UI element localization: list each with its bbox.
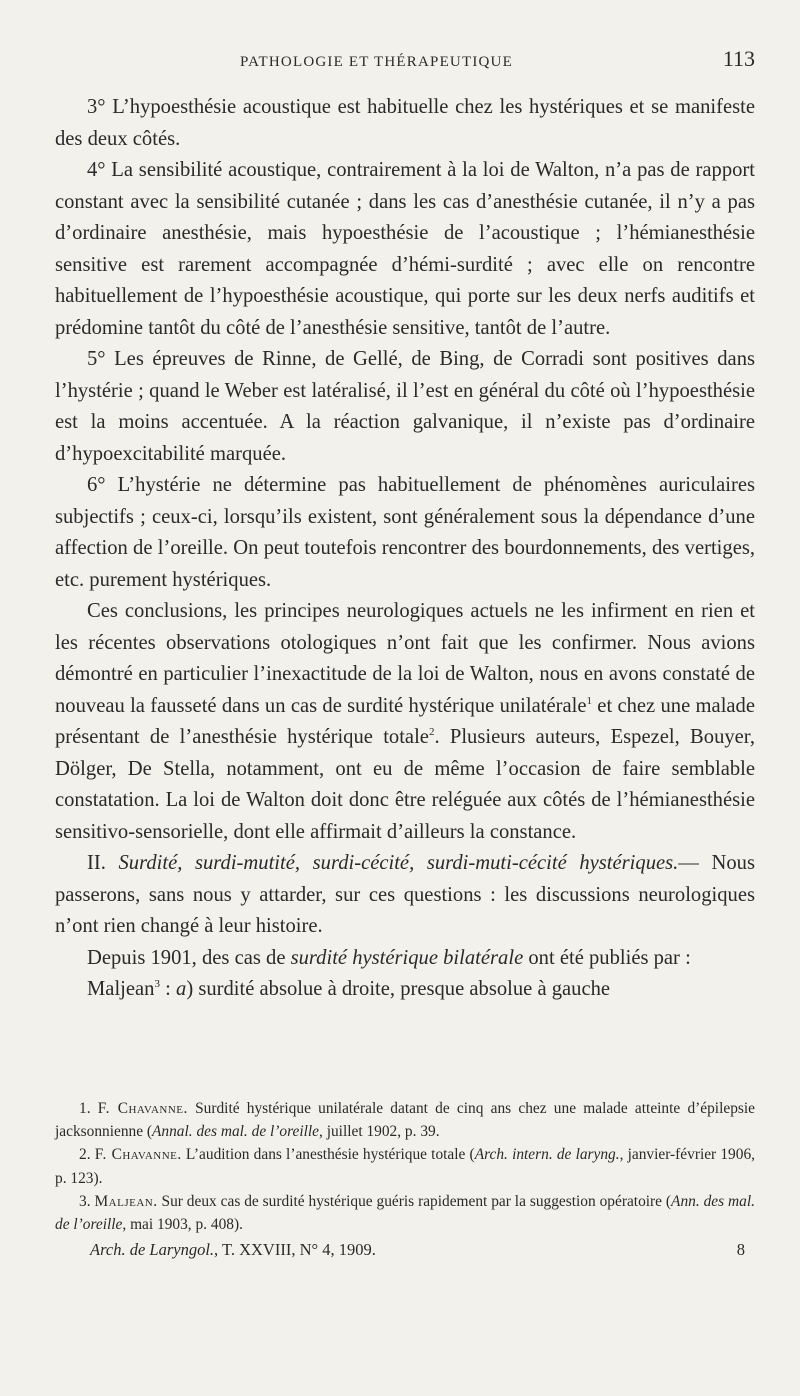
footnote-2-number: 2. <box>79 1146 91 1164</box>
body-text <box>55 92 755 1006</box>
signature-mark: 8 <box>736 1240 745 1259</box>
footnote-3-tail: , mai 1903, p. 408). <box>122 1216 243 1234</box>
footnote-ref-2: 2 <box>428 726 435 739</box>
paragraph-maljean <box>55 974 755 1006</box>
section-label: II. <box>87 852 106 874</box>
footnote-1-number: 1. <box>79 1100 91 1117</box>
paragraph-conclusion-5: 5° Les épreuves de Rinne, de Gellé, de Bing, de Corradi sont positives dans l’hystérie ; quand le Weber est latéralisé, il l’est en général du côté où l’hypoesthésie est la moins accentuée. A la réaction galvanique, il n’existe pas d’ordinaire d’hypoexcitabilité marquée. <box>55 348 755 465</box>
footnote-2-author: F. Chavanne. <box>94 1146 182 1164</box>
conclusions-text-2: et chez une malade présentant de l’anesthésie hystérique totale <box>55 694 755 748</box>
section-title: Surdité, surdi-mutité, surdi-cécité, surdi-muti-cécité hystériques. <box>118 852 679 874</box>
paragraph-conclusion-6: 6° L’hystérie ne détermine pas habituellement de phénomènes auriculaires subjectifs ; ceux-ci, lorsqu’ils existent, sont généralement sous la dépendance d’une affection de l’oreille. On peut toutefois rencontrer des bourdonnements, des vertiges, etc. purement hystériques. <box>55 474 755 591</box>
footnote-3-journal: Ann. des mal. de l’oreille <box>55 1192 755 1234</box>
footnote-2-text: L’audition dans l’anesthésie hystérique totale ( <box>181 1146 475 1164</box>
depuis-italic: surdité hystérique bilatérale <box>290 946 524 969</box>
conclusions-text-1: Ces conclusions, les principes neurologiques actuels ne les infirment en rien et les récentes observations otologiques n’ont fait que les confirmer. Nous avions démontré en particulier l’inexactitude de la loi de Walton, nous en avons constaté de nouveau la fausseté dans un cas de surdité hystérique unilatérale <box>55 600 755 717</box>
depuis-text-2: ont été publiés par : <box>523 946 691 969</box>
paragraph-conclusions <box>55 596 755 848</box>
footnote-2-tail: , janvier-février 1906, p. 123). <box>55 1146 755 1187</box>
page-number: 113 <box>722 46 755 71</box>
section-text: — Nous passerons, sans nous y attarder, sur ces questions : les discussions neurologiques n’ont rien changé à leur histoire. <box>55 852 755 937</box>
page-header <box>55 46 755 76</box>
footnote-ref-3: 3 <box>154 978 160 991</box>
footer-journal <box>90 1240 376 1260</box>
paragraph-depuis <box>55 943 755 975</box>
maljean-colon: : <box>159 978 177 1000</box>
footnote-3 <box>55 1190 755 1236</box>
footnote-2 <box>55 1143 755 1189</box>
footnote-ref-1: 1 <box>586 694 592 707</box>
paragraph-conclusion-4: 4° La sensibilité acoustique, contrairement à la loi de Walton, n’a pas de rapport constant avec la sensibilité cutanée ; dans les cas d’anesthésie cutanée, il n’y a pas d’ordinaire anesthésie, mais hypoesthésie de l’acoustique ; l’hémianesthésie sensitive est rarement accompagnée d’hémi-surdité ; avec elle on rencontre habituellement de l’hypoesthésie acoustique, qui porte sur les deux nerfs auditifs et prédomine tantôt du côté de l’anesthésie sensitive, tantôt de l’autre. <box>55 159 755 339</box>
footnote-2-journal: Arch. intern. de laryng. <box>474 1146 620 1164</box>
maljean-text: ) surdité absolue à droite, presque absolue à gauche <box>186 978 611 1000</box>
depuis-text-1: Depuis 1901, des cas de <box>87 946 291 969</box>
footnote-1 <box>55 1097 755 1143</box>
footer-journal-volume: , T. XXVIII, N° 4, 1909. <box>214 1240 376 1259</box>
paragraph-conclusion-3: 3° L’hypoesthésie acoustique est habituelle chez les hystériques et se manifeste des deux côtés. <box>55 96 755 150</box>
footnote-1-author: F. Chavanne. <box>97 1100 188 1117</box>
running-title: PATHOLOGIE ET THÉRAPEUTIQUE <box>240 54 513 70</box>
footnote-3-number: 3. <box>79 1192 91 1210</box>
footnote-1-tail: , juillet 1902, p. 39. <box>319 1123 440 1141</box>
maljean-item-a: a <box>176 978 187 1000</box>
footnotes <box>55 1097 755 1236</box>
footnote-1-text: Surdité hystérique unilatérale datant de cinq ans chez une malade atteinte d’épilepsie jacksonnienne ( <box>55 1100 755 1141</box>
footnote-3-author: Maljean. <box>94 1192 158 1210</box>
footnote-3-text: Sur deux cas de surdité hystérique guéris rapidement par la suggestion opératoire ( <box>157 1192 672 1210</box>
footer-journal-title: Arch. de Laryngol. <box>90 1240 215 1259</box>
paragraph-section-2 <box>55 848 755 943</box>
maljean-author: Maljean <box>87 978 155 1000</box>
conclusions-text-3: . Plusieurs auteurs, Espezel, Bouyer, Dölger, De Stella, notamment, ont eu de même l’occasion de faire semblable constatation. La loi de Walton doit donc être reléguée aux côtés de l’hémianesthésie sensitivo-sensorielle, dont elle affirmait d’ailleurs la constance. <box>55 726 755 843</box>
footnote-1-journal: Annal. des mal. de l’oreille <box>152 1123 319 1141</box>
